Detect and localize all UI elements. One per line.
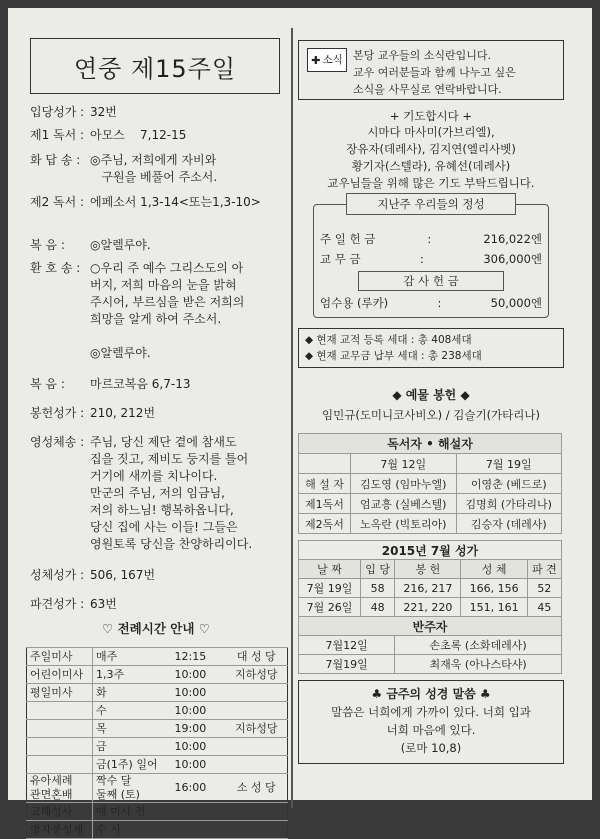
hymns-header: 입 당 — [361, 560, 395, 579]
gift-title: ◆ 예물 봉헌 ◆ — [392, 388, 470, 402]
schedule-time — [172, 821, 226, 839]
liturgy-entry — [30, 376, 282, 393]
readers-date: 7월 19일 — [456, 454, 562, 474]
schedule-name: 어린이미사 — [27, 666, 93, 684]
schedule-row — [27, 821, 288, 839]
reader-name: 김명희 (가타리나) — [456, 494, 562, 514]
readers-corner — [299, 454, 351, 474]
schedule-place — [226, 803, 288, 821]
accompanist-date: 7월19일 — [299, 655, 395, 674]
page-title: 연중 제15주일 — [30, 38, 280, 94]
schedule-place — [226, 821, 288, 839]
accompanist-name: 손초록 (소화데레사) — [395, 636, 562, 655]
entry-key: 입당성가 : — [30, 105, 85, 119]
hymns-header: 봉 헌 — [395, 560, 461, 579]
liturgy-entry — [30, 152, 282, 186]
liturgy-entry — [30, 104, 282, 121]
stats-line: ◆ 현재 교무금 납부 세대 : 총 238세대 — [305, 350, 482, 362]
thanks-amount: 50,000엔 — [490, 296, 542, 310]
offering-title: 지난주 우리들의 정성 — [346, 193, 516, 215]
prayer-title: + 기도합시다 + — [389, 109, 473, 123]
schedule-day: 금 — [93, 738, 172, 756]
bible-title: ♣ 금주의 성경 말씀 ♣ — [371, 687, 491, 701]
news-column — [298, 40, 564, 764]
entry-value — [90, 237, 282, 254]
schedule-row — [27, 666, 288, 684]
hymn-cell: 7월 26일 — [299, 598, 361, 617]
schedule-day: 매 미사 전 — [93, 803, 172, 821]
schedule-day: 금(1주) 일어 — [93, 756, 172, 774]
hymns-title: 2015년 7월 성가 — [299, 541, 562, 560]
reader-name: 김승자 (데레사) — [456, 514, 562, 534]
entry-line: 영원토록 당신을 찬양하리이다. — [90, 537, 253, 551]
entry-line: 210, 212번 — [90, 406, 156, 420]
offering-amount: 216,022엔 — [483, 232, 542, 246]
household-stats — [298, 328, 564, 368]
entry-value — [90, 434, 282, 553]
liturgy-entry — [30, 260, 282, 362]
schedule-name — [27, 738, 93, 756]
readers-title: 독서자 • 해설자 — [299, 434, 562, 454]
entry-line — [90, 328, 282, 345]
offering-label: 교 무 금 — [320, 252, 361, 266]
schedule-day: 목 — [93, 720, 172, 738]
bulletin-page — [8, 8, 592, 836]
schedule-place — [226, 756, 288, 774]
offering-label: 주 일 헌 금 — [320, 232, 376, 246]
entry-key: 파견성가 : — [30, 597, 85, 611]
entry-key: 성체성가 : — [30, 568, 85, 582]
offering-sep: : — [427, 232, 432, 246]
entry-line: 506, 167번 — [90, 568, 156, 582]
entry-line: 주시어, 부르심을 받은 저희의 — [90, 295, 245, 309]
prayer-line: 교우님들을 위해 많은 기도 부탁드립니다. — [327, 176, 535, 190]
schedule-time: 12:15 — [172, 648, 226, 666]
offering-row — [320, 249, 542, 269]
schedule-place: 지하성당 — [226, 666, 288, 684]
entry-line: 집을 짓고, 제비도 둥지를 틀어 — [90, 452, 249, 466]
schedule-row — [27, 756, 288, 774]
liturgy-entry — [30, 127, 282, 144]
hymn-cell: 216, 217 — [395, 579, 461, 598]
liturgy-entry — [30, 405, 282, 422]
schedule-place: 대 성 당 — [226, 648, 288, 666]
hymn-cell: 48 — [361, 598, 395, 617]
liturgy-entry — [30, 237, 282, 254]
schedule-day: 화 — [93, 684, 172, 702]
hymn-cell: 52 — [527, 579, 561, 598]
schedule-name: 고해성사 — [27, 803, 93, 821]
entry-line: 당신 집에 사는 이들! 그들은 — [90, 520, 238, 534]
cross-icon: ✚ — [311, 53, 321, 67]
schedule-row — [27, 702, 288, 720]
entry-line: 에페소서 1,3-14<또는1,3-10> — [90, 195, 261, 209]
entry-value — [90, 152, 282, 186]
reader-role: 제2독서 — [299, 514, 351, 534]
schedule-place: 소 성 당 — [226, 774, 288, 803]
schedule-time: 16:00 — [172, 774, 226, 803]
entry-line: 만군의 주님, 저의 임금님, — [90, 486, 225, 500]
liturgy-entry — [30, 194, 282, 211]
entry-line: 주님, 당신 제단 곁에 참새도 — [90, 435, 237, 449]
reader-name: 이영춘 (베드로) — [456, 474, 562, 494]
bible-box — [298, 680, 564, 764]
schedule-row — [27, 803, 288, 821]
thanks-label: 엄수용 (루카) — [320, 296, 389, 310]
entry-line: ◎알렐루야. — [90, 346, 151, 360]
offering-amount: 306,000엔 — [483, 252, 542, 266]
hymn-cell: 45 — [527, 598, 561, 617]
entry-key: 환 호 송 : — [30, 261, 81, 275]
schedule-time: 10:00 — [172, 666, 226, 684]
schedule-name: 평일미사 — [27, 684, 93, 702]
schedule-name: 유아세례 관면혼배 — [27, 774, 93, 803]
schedule-table — [26, 647, 288, 839]
schedule-time: 10:00 — [172, 684, 226, 702]
entry-line: 32번 — [90, 105, 117, 119]
schedule-row — [27, 738, 288, 756]
readers-table — [298, 433, 562, 534]
schedule-time: 19:00 — [172, 720, 226, 738]
reader-role: 제1독서 — [299, 494, 351, 514]
notice-line: 소식을 사무실로 연락바랍니다. — [353, 83, 502, 96]
prayer-list — [298, 124, 564, 192]
schedule-row — [27, 774, 288, 803]
schedule-time: 10:00 — [172, 756, 226, 774]
schedule-day: 짝수 달 둘째 (토) — [93, 774, 172, 803]
bible-line: 너희 마음에 있다. — [386, 723, 476, 737]
entry-line: 저의 하느님! 행복하옵니다, — [90, 503, 234, 517]
schedule-time: 10:00 — [172, 702, 226, 720]
liturgy-entry — [30, 434, 282, 553]
schedule-place — [226, 684, 288, 702]
schedule-title: ♡ 전례시간 안내 ♡ — [102, 621, 210, 636]
bible-ref: (로마 10,8) — [400, 741, 462, 755]
column-divider — [291, 28, 293, 808]
schedule-row — [27, 648, 288, 666]
stats-line: ◆ 현재 교적 등록 세대 : 총 408세대 — [305, 334, 472, 346]
entry-line: ◎알렐루야. — [90, 238, 151, 252]
schedule-day: 수 시 — [93, 821, 172, 839]
prayer-line: 장유자(데레사), 김지연(엘리사벳) — [346, 142, 516, 156]
entry-key: 복 음 : — [30, 377, 65, 391]
hymn-cell: 58 — [361, 579, 395, 598]
reader-role: 해 설 자 — [299, 474, 351, 494]
entry-line: 버지, 저희 마음의 눈을 밝혀 — [90, 278, 237, 292]
hymns-table — [298, 540, 562, 674]
hymns-header: 성 체 — [461, 560, 527, 579]
offering-box — [313, 197, 549, 318]
schedule-place: 지하성당 — [226, 720, 288, 738]
hymn-cell: 151, 161 — [461, 598, 527, 617]
schedule-time: 10:00 — [172, 738, 226, 756]
notice-tag-label: 소식 — [322, 53, 343, 66]
entry-key: 복 음 : — [30, 238, 65, 252]
offering-sep: : — [420, 252, 424, 266]
thanks-row — [320, 293, 542, 313]
entry-key: 제1 독서 : — [30, 128, 85, 142]
prayer-line: 황기자(스텔라), 유혜선(데레사) — [351, 159, 511, 173]
notice-line: 본당 교우들의 소식란입니다. — [353, 49, 492, 62]
schedule-day: 1,3주 — [93, 666, 172, 684]
hymns-header: 날 짜 — [299, 560, 361, 579]
liturgy-entries — [30, 104, 282, 613]
entry-value — [90, 260, 282, 362]
liturgy-entry — [30, 596, 282, 613]
schedule-name — [27, 756, 93, 774]
notice-tag — [307, 48, 347, 72]
readers-date: 7월 12일 — [351, 454, 457, 474]
hymn-cell: 221, 220 — [395, 598, 461, 617]
schedule-name: 주일미사 — [27, 648, 93, 666]
bible-line: 말씀은 너희에게 가까이 있다. 너희 입과 — [331, 705, 531, 719]
entry-line: 63번 — [90, 597, 117, 611]
accompanist-date: 7월12일 — [299, 636, 395, 655]
schedule-name — [27, 702, 93, 720]
entry-value — [90, 376, 282, 393]
entry-value — [90, 194, 282, 211]
entry-value — [90, 567, 282, 584]
gift-names: 임민규(도미니코사비오) / 김슬기(가타리나) — [322, 408, 540, 422]
entry-value — [90, 405, 282, 422]
schedule-day: 매주 — [93, 648, 172, 666]
entry-line: ○우리 주 예수 그리스도의 아 — [90, 261, 244, 275]
accompanist-name: 최재욱 (아나스타샤) — [395, 655, 562, 674]
entry-key: 영성체송 : — [30, 435, 85, 449]
thanks-sep: : — [437, 296, 442, 310]
schedule-place — [226, 702, 288, 720]
hymn-cell: 7월 19일 — [299, 579, 361, 598]
entry-line: 거기에 새끼를 치나이다. — [90, 469, 218, 483]
entry-value — [90, 596, 282, 613]
hymn-cell: 166, 156 — [461, 579, 527, 598]
entry-key: 화 답 송 : — [30, 153, 81, 167]
reader-name: 노옥란 (빅토리아) — [351, 514, 457, 534]
entry-value — [90, 104, 282, 121]
reader-name: 엄교흥 (실베스텔) — [351, 494, 457, 514]
entry-line: 희망을 알게 하여 주소서. — [90, 312, 222, 326]
hymns-header: 파 견 — [527, 560, 561, 579]
entry-key: 제2 독서 : — [30, 195, 85, 209]
prayer-line: 시마다 마사미(가브리엘), — [367, 125, 495, 139]
entry-line: 아모스 7,12-15 — [90, 128, 187, 142]
schedule-row — [27, 684, 288, 702]
schedule-place — [226, 738, 288, 756]
entry-line: 마르코복음 6,7-13 — [90, 377, 191, 391]
offering-row — [320, 229, 542, 249]
schedule-row — [27, 720, 288, 738]
schedule-name — [27, 720, 93, 738]
reader-name: 김도영 (임마누엘) — [351, 474, 457, 494]
entry-line: ◎주님, 저희에게 자비와 — [90, 153, 217, 167]
accompanist-title: 반주자 — [299, 617, 562, 636]
entry-key: 봉헌성가 : — [30, 406, 85, 420]
entry-value — [90, 127, 282, 144]
thanks-title: 감 사 헌 금 — [358, 271, 504, 291]
liturgy-column — [30, 38, 282, 839]
schedule-day: 수 — [93, 702, 172, 720]
schedule-time — [172, 803, 226, 821]
schedule-name: 병자봉성체 — [27, 821, 93, 839]
notice-box — [298, 40, 564, 100]
entry-line: 구원을 베풀어 주소서. — [90, 170, 218, 184]
notice-line: 교우 여러분들과 함께 나누고 싶은 — [353, 66, 516, 79]
liturgy-entry — [30, 567, 282, 584]
